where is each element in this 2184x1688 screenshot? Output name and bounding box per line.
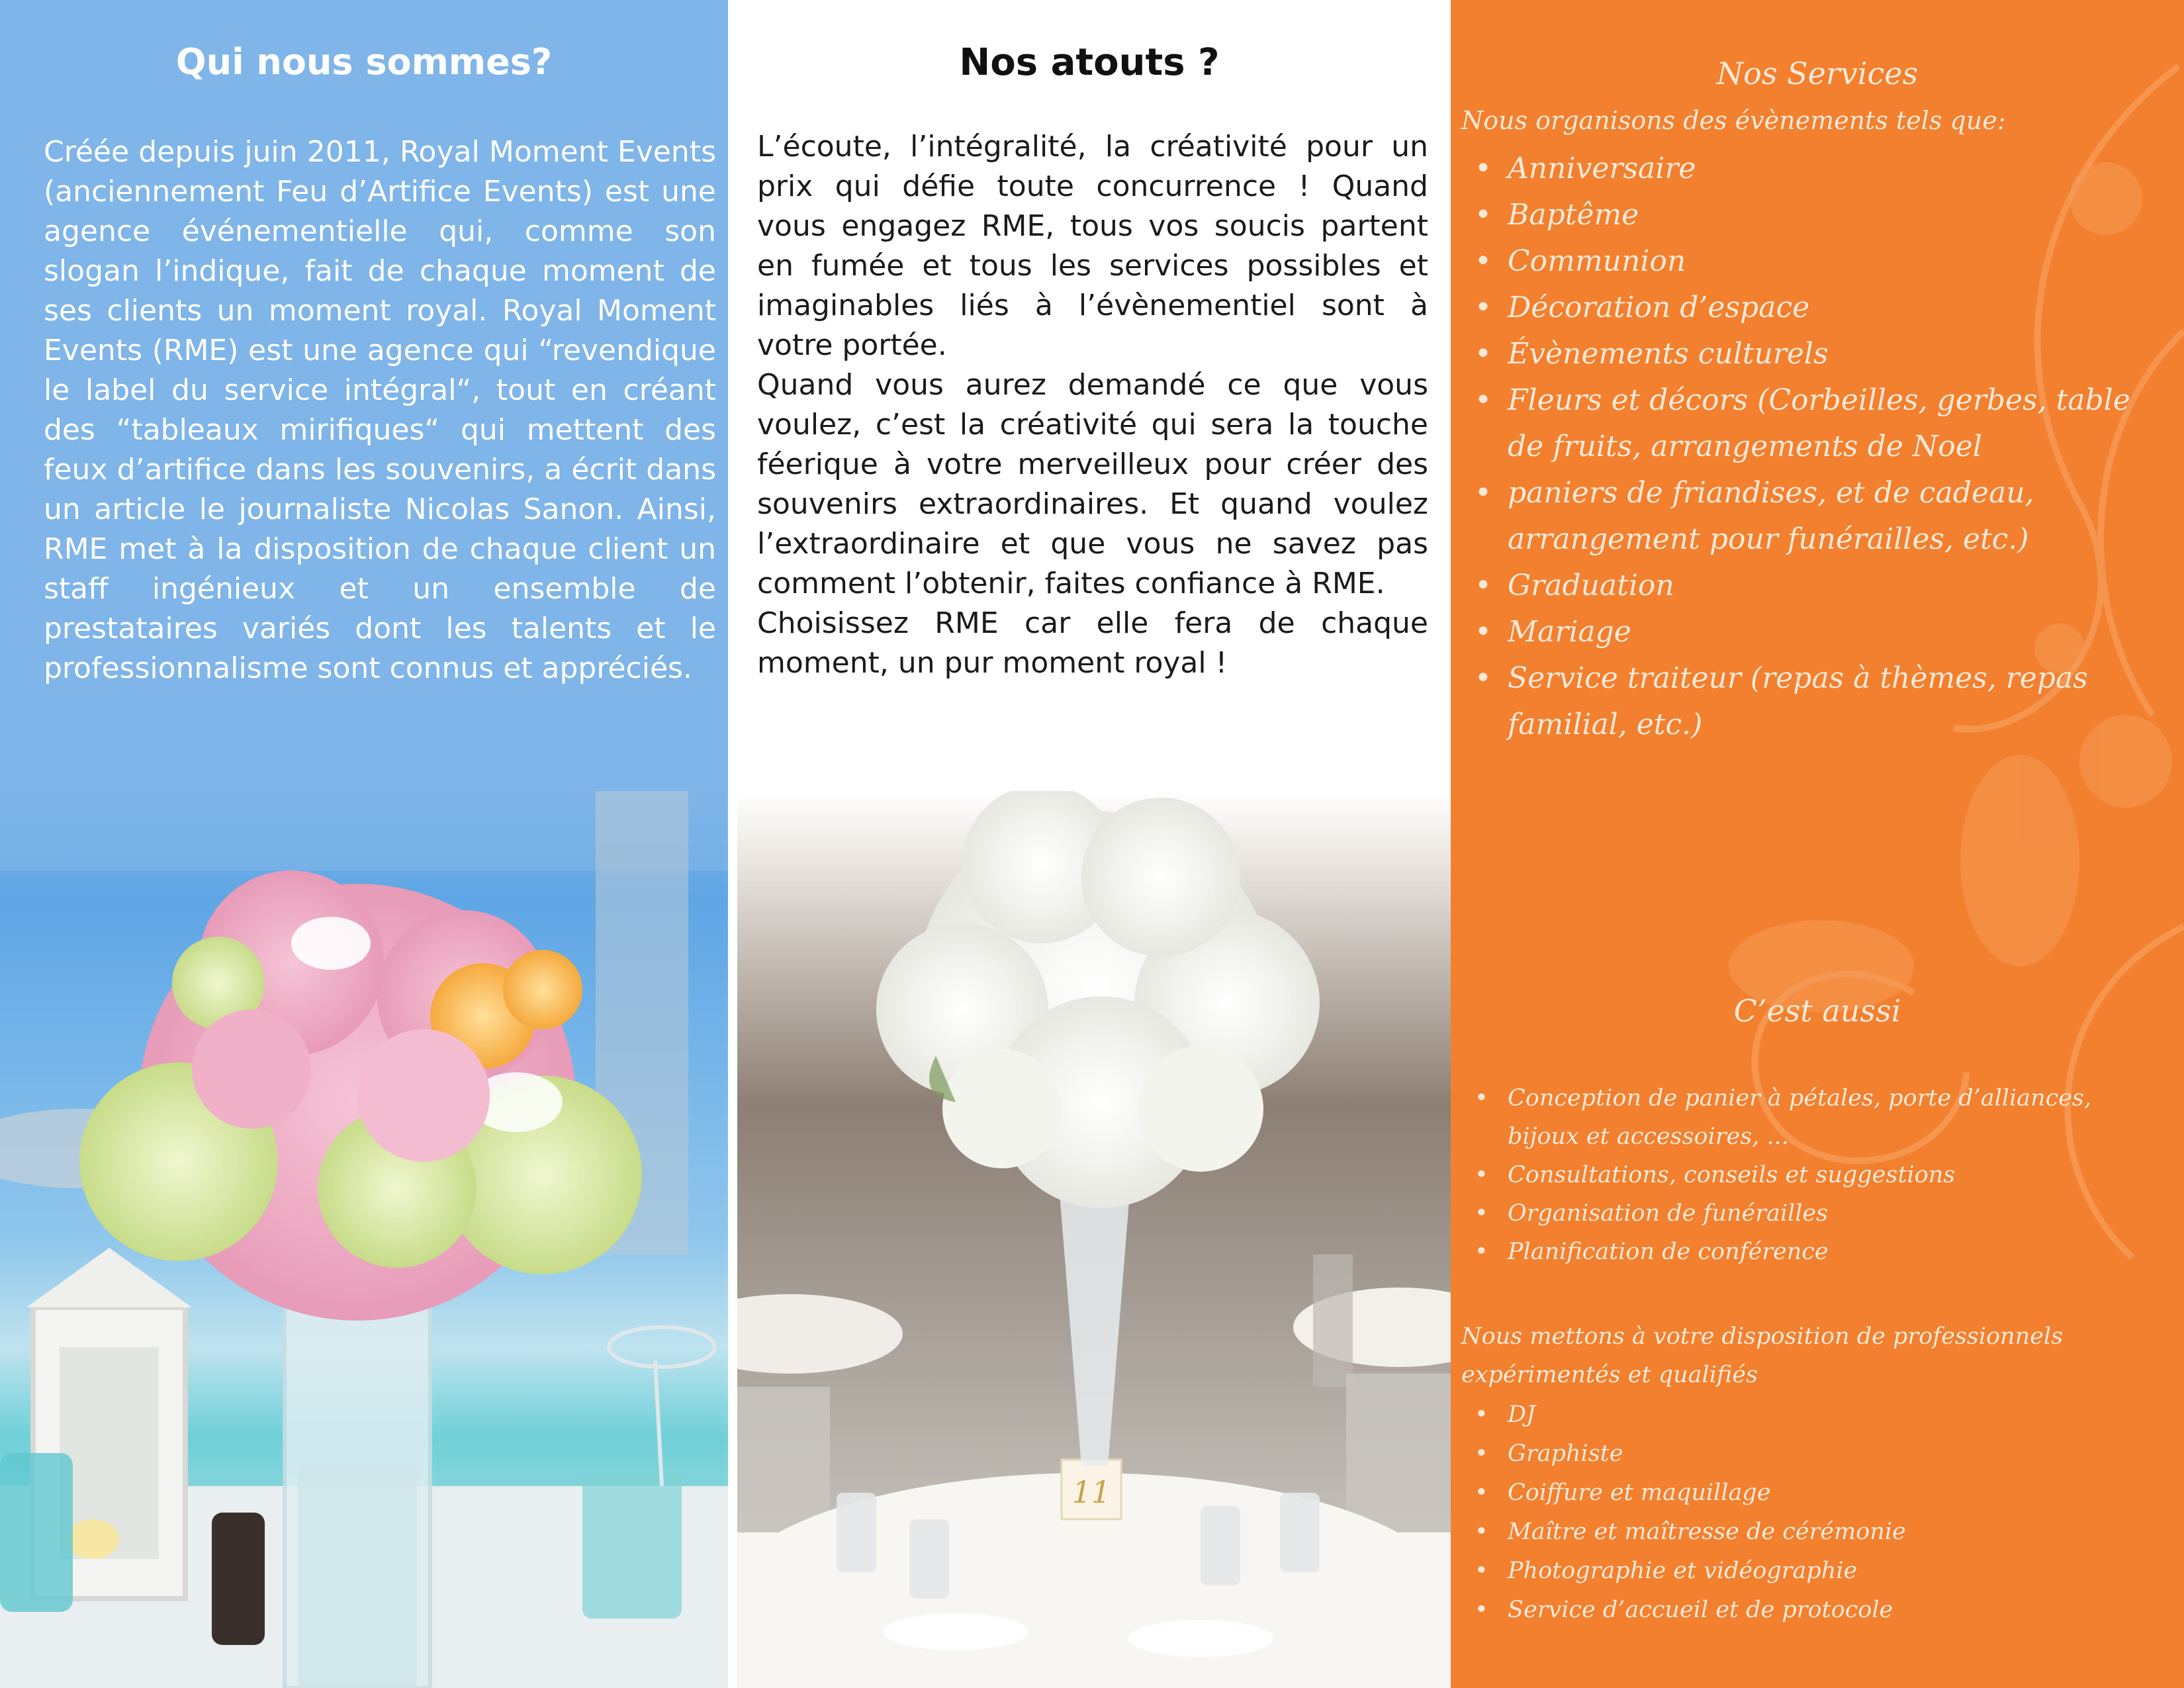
pink-bouquet-photo [0, 791, 728, 1688]
strengths-text [757, 127, 1428, 683]
list-item: • Mariage [1461, 609, 2150, 655]
right-panel [1451, 0, 2184, 1688]
list-item: • Communion [1461, 238, 2150, 285]
list-item: • Baptême [1461, 192, 2150, 238]
panel-title-nos-atouts: Nos atouts ? [959, 41, 1220, 84]
list-item: • Conception de panier à pétales, porte d’alliances, bijoux et accessoires, ... [1461, 1079, 2150, 1156]
list-item: • Photographie et vidéographie [1461, 1552, 2150, 1591]
list-item: • Fleurs et décors (Corbeilles, gerbes, table de fruits, arrangements de Noel [1461, 377, 2150, 470]
list-item: • Service d’accueil et de protocole [1461, 1591, 2150, 1630]
services-title: Nos Services [1716, 56, 1919, 91]
list-item: • Planification de conférence [1461, 1233, 2150, 1271]
list-item: • Anniversaire [1461, 146, 2150, 192]
strengths-paragraph: L’écoute, l’intégralité, la créativité pour un prix qui défie toute concurrence ! Quand vous engagez RME, tous vos soucis partent en fumée et tous les services possibles et imaginables liés à l’évènementiel sont à votre portée. [757, 130, 1428, 362]
strengths-paragraph: Choisissez RME car elle fera de chaque moment, un pur moment royal ! [757, 606, 1428, 680]
left-panel [0, 0, 728, 1688]
list-item: • Service traiteur (repas à thèmes, repas familial, etc.) [1461, 655, 2150, 748]
pros-intro: Nous mettons à votre disposition de professionnels expérimentés et qualifiés [1461, 1323, 2063, 1388]
middle-panel [728, 0, 1451, 1688]
table-number-card: 11 [1071, 1474, 1111, 1510]
services-list [1461, 146, 2150, 748]
list-item: • Graphiste [1461, 1434, 2150, 1474]
list-item: • DJ [1461, 1395, 2150, 1434]
list-item: • Coiffure et maquillage [1461, 1474, 2150, 1513]
list-item: • paniers de friandises, et de cadeau, arrangement pour funérailles, etc.) [1461, 470, 2150, 563]
aussi-title: C’est aussi [1733, 993, 1901, 1029]
list-item: • Graduation [1461, 563, 2150, 609]
white-hydrangea-table-photo [737, 791, 1451, 1688]
list-item: • Évènements culturels [1461, 331, 2150, 377]
list-item: • Consultations, conseils et suggestions [1461, 1156, 2150, 1194]
list-item: • Organisation de funérailles [1461, 1194, 2150, 1233]
about-paragraph: Créée depuis juin 2011, Royal Moment Events (anciennement Feu d’Artifice Events) est une agence événementielle qui, comme son slogan l’indique, fait de chaque moment de ses clients un moment royal. Royal Moment Events (RME) est une agence qui “revendique le label du service intégral“, tout en créant des “tableaux mirifiques“ qui mettent des feux d’artifice dans les souvenirs, a écrit dans un article le journaliste Nicolas Sanon. Ainsi, RME met à la disposition de chaque client un staff ingénieux et un ensemble de prestataires variés dont les talents et le professionnalisme sont connus et appréciés. [44, 135, 716, 685]
list-item: • Décoration d’espace [1461, 285, 2150, 331]
strengths-paragraph: Quand vous aurez demandé ce que vous voulez, c’est la créativité qui sera la touche féerique à votre merveilleux pour créer des souvenirs extraordinaires. Et quand voulez l’extraordinaire et que vous ne savez pas comment l’obtenir, faites confiance à RME. [757, 368, 1428, 600]
panel-title-qui-nous-sommes: Qui nous sommes? [175, 41, 553, 83]
pros-list [1461, 1395, 2150, 1630]
services-intro: Nous organisons des évènements tels que: [1461, 106, 2006, 135]
list-item: • Maître et maîtresse de cérémonie [1461, 1513, 2150, 1552]
aussi-list [1461, 1079, 2150, 1271]
